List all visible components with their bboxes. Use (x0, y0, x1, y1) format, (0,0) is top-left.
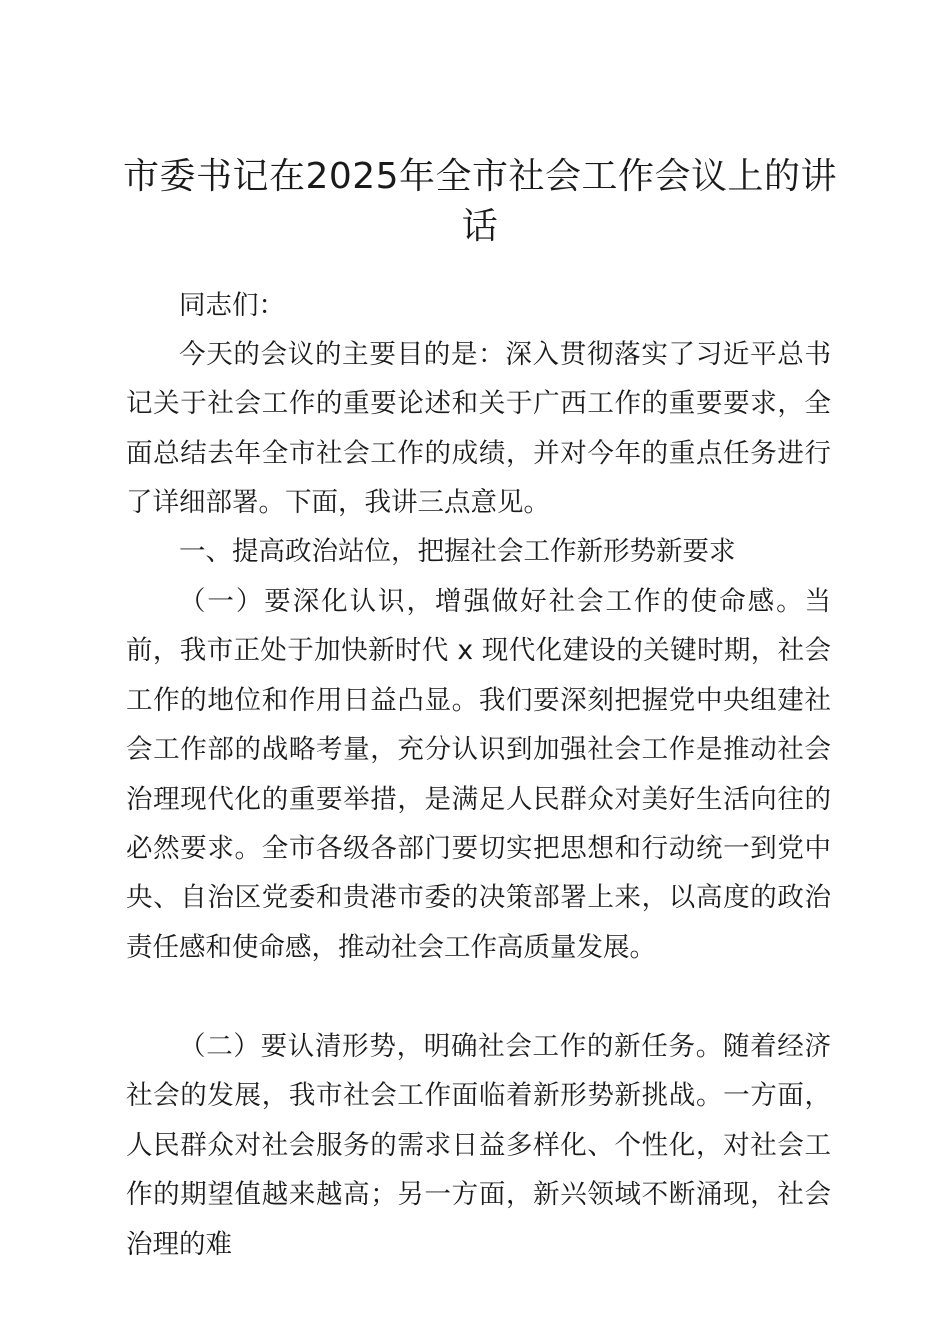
paragraph-intro: 今天的会议的主要目的是：深入贯彻落实了习近平总书记关于社会工作的重要论述和关于广西工作的重要要求，全面总结去年全市社会工作的成绩，并对今年的重点任务进行了详细部署。下面，我讲三点意见。 (126, 339, 831, 519)
document-title: 市委书记在2025年全市社会工作会议上的讲话 (122, 156, 838, 247)
paragraph-section-1-1: （一）要深化认识，增强做好社会工作的使命感。当前，我市正处于加快新时代 x 现代化建设的关键时期，社会工作的地位和作用日益凸显。我们要深刻把握党中央组建社会工作部的战略考量，充分认识到加强社会工作是推动社会治理现代化的重要举措，是满足人民群众对美好生活向往的必然要求。全市各级各部门要切实把思想和行动统一到党中央、自治区党委和贵港市委的决策部署上来，以高度的政治责任感和使命感，推动社会工作高质量发展。 (126, 586, 831, 963)
paragraph-section-1-2: （二）要认清形势，明确社会工作的新任务。随着经济社会的发展，我市社会工作面临着新形势新挑战。一方面，人民群众对社会服务的需求日益多样化、个性化，对社会工作的期望值越来越高；另一方面，新兴领域不断涌现，社会治理的难 (126, 1031, 831, 1260)
salutation: 同志们： (179, 290, 285, 321)
section-heading-1: 一、提高政治站位，把握社会工作新形势新要求 (179, 536, 736, 567)
